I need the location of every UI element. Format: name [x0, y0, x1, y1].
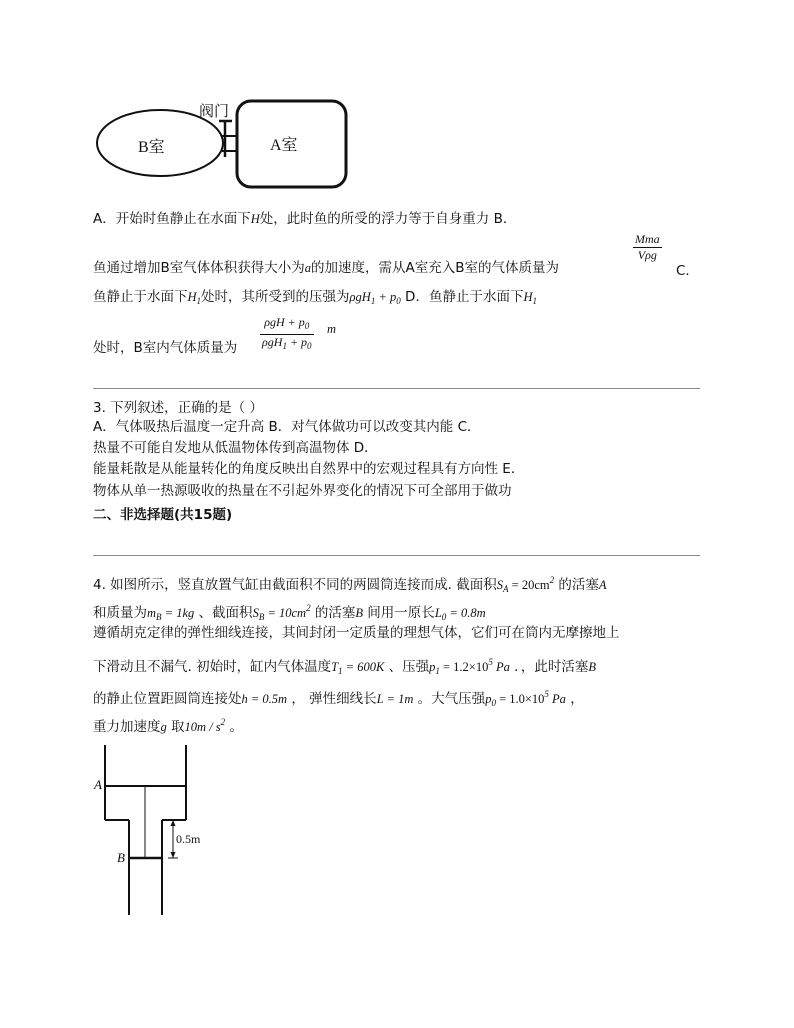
q2-option-a-line: A．开始时鱼静止在水面下H处，此时鱼的所受的浮力等于自身重力 B． — [93, 211, 517, 227]
q2-mass-fraction: Mma Vρg — [635, 232, 660, 262]
q3-stem: 3. 下列叙述，正确的是（ ） — [93, 400, 263, 416]
q2-option-c-line: 鱼静止于水面下$H_1$处时，其所受到的压强为$\rho gH_1 + p_0$ D．鱼静止于水面下$H_1$ — [93, 289, 537, 306]
cylinder-diagram — [90, 740, 220, 920]
section-heading: 二、非选择题(共15题) — [93, 507, 233, 523]
q3-line-3: 能量耗散是从能量转化的角度反映出自然界中的宏观过程具有方向性 E． — [93, 461, 525, 477]
q4-line-2: 和质量为$m_B = 1kg$ 、截面积$S_B = 10cm^2$ 的活塞B 间用一原长$L_0 = 0.8m$ — [93, 603, 486, 622]
divider-2 — [93, 555, 700, 556]
q3-line-1: A．气体吸热后温度一定升高 B．对气体做功可以改变其内能 C． — [93, 419, 481, 435]
piston-b-label: B — [117, 850, 125, 865]
dimension-label: 0.5m — [176, 832, 201, 846]
q2-option-b-line: 鱼通过增加B室气体体积获得大小为a的加速度，需从A室充入B室的气体质量为 — [93, 260, 560, 276]
q4-line-6: 重力加速度g 取$10m / s^2$ 。 — [93, 717, 243, 735]
q2-gas-mass-fraction: $\rho gH + p_0$ $\rho gH_1 + p_0$ — [262, 315, 312, 351]
q3-line-4: 物体从单一热源吸收的热量在不引起外界变化的情况下可全部用于做功 — [93, 483, 512, 499]
room-a-label: A室 — [270, 137, 298, 154]
q2-option-c-label: C． — [676, 263, 699, 279]
q4-line-4: 下滑动且不漏气. 初始时，缸内气体温度$T_1 = 600K$ 、压强$p_1 = 1.2\times 10^5$ Pa ．，此时活塞B — [93, 657, 597, 676]
q2-option-d-line: 处时，B室内气体质量为 — [93, 340, 238, 356]
q2-pressure-expression: $\rho gH_1 + p_0$ — [349, 290, 401, 306]
valve-label: 阀门 — [199, 104, 230, 120]
q4-line-1: 4. 如图所示，竖直放置气缸由截面积不同的两圆筒连接而成. 截面积$S_A = 20cm^2$ 的活塞A — [93, 575, 607, 594]
room-b-label: B室 — [138, 139, 165, 156]
q3-line-2: 热量不可能自发地从低温物体传到高温物体 D． — [93, 440, 378, 456]
divider-1 — [93, 388, 700, 389]
dim-arrow-down — [171, 852, 176, 858]
piston-a-label: A — [94, 777, 102, 792]
q2-mass-var: m — [327, 322, 337, 336]
q4-line-5: 的静止位置距圆筒连接处h = 0.5m ， 弹性细线长L = 1m 。大气压强$p_0 = 1.0\times 10^5$ Pa ， — [93, 689, 584, 708]
q4-line-3: 遵循胡克定律的弹性细线连接，其间封闭一定质量的理想气体，它们可在筒内无摩擦地上 — [93, 625, 620, 641]
